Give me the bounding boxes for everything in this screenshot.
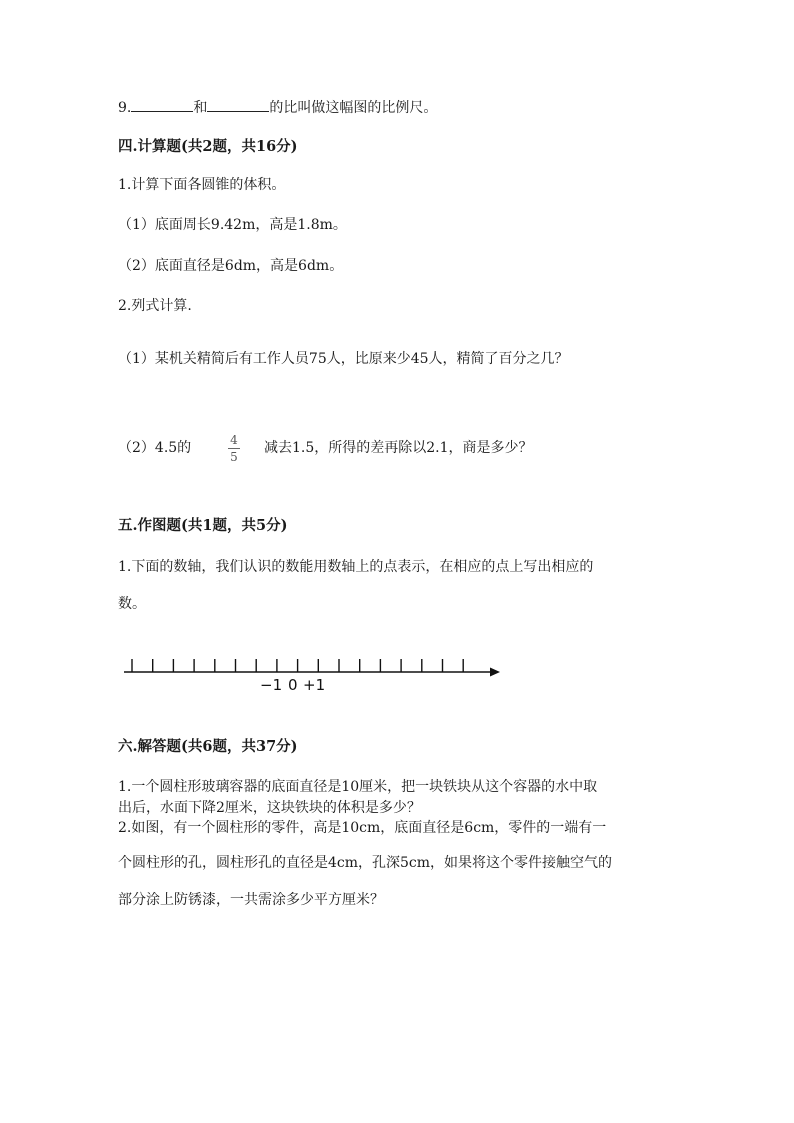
s4-question-2b-prefix: （2）4.5的: [118, 440, 192, 456]
s6-question-1-line1: 1.一个圆柱形玻璃容器的底面直径是10厘米，把一块铁块从这个容器的水中取: [118, 779, 598, 795]
fraction-denominator: 5: [230, 450, 238, 464]
number-line-label-minus-one: −1: [260, 676, 283, 694]
s4-question-2a: （1）某机关精简后有工作人员75人，比原来少45人，精简了百分之几？: [118, 351, 569, 367]
s4-question-1: 1.计算下面各圆锥的体积。: [118, 177, 286, 193]
s4-question-2b-suffix: 减去1.5，所得的差再除以2.1，商是多少？: [264, 440, 533, 456]
section-5-heading: 五.作图题(共1题，共5分): [118, 517, 288, 534]
section-6-heading: 六.解答题(共6题，共37分): [118, 738, 298, 755]
s6-question-2-line3: 部分涂上防锈漆，一共需涂多少平方厘米？: [118, 892, 384, 908]
s4-question-2: 2.列式计算.: [118, 298, 192, 314]
s5-question-1-line1: 1.下面的数轴，我们认识的数能用数轴上的点表示，在相应的点上写出相应的: [118, 559, 594, 575]
s6-question-2-line1: 2.如图，有一个圆柱形的零件，高是10cm，底面直径是6cm，零件的一端有一: [118, 820, 607, 836]
section-4-heading: 四.计算题(共2题，共16分): [118, 138, 298, 155]
q9-mid: 和: [193, 100, 208, 116]
fraction-numerator: 4: [230, 433, 238, 447]
s6-question-2-line2: 个圆柱形的孔，圆柱形孔的直径是4cm，孔深5cm，如果将这个零件接触空气的: [118, 855, 613, 871]
s4-question-1b: （2）底面直径是6dm，高是6dm。: [118, 258, 344, 274]
number-line-label-plus-one: +1: [303, 676, 326, 694]
number-line-label-zero: 0: [288, 676, 298, 694]
number-line-arrow: [490, 668, 500, 677]
s5-question-1-line2: 数。: [118, 596, 146, 612]
q9-suffix: 的比叫做这幅图的比例尺。: [269, 100, 438, 116]
number-line-ticks: [132, 659, 463, 672]
s4-question-1a: （1）底面周长9.42m，高是1.8m。: [118, 217, 347, 233]
s6-question-1-line2: 出后，水面下降2厘米，这块铁块的体积是多少？: [118, 800, 421, 816]
q9-prefix: 9.: [118, 100, 132, 116]
